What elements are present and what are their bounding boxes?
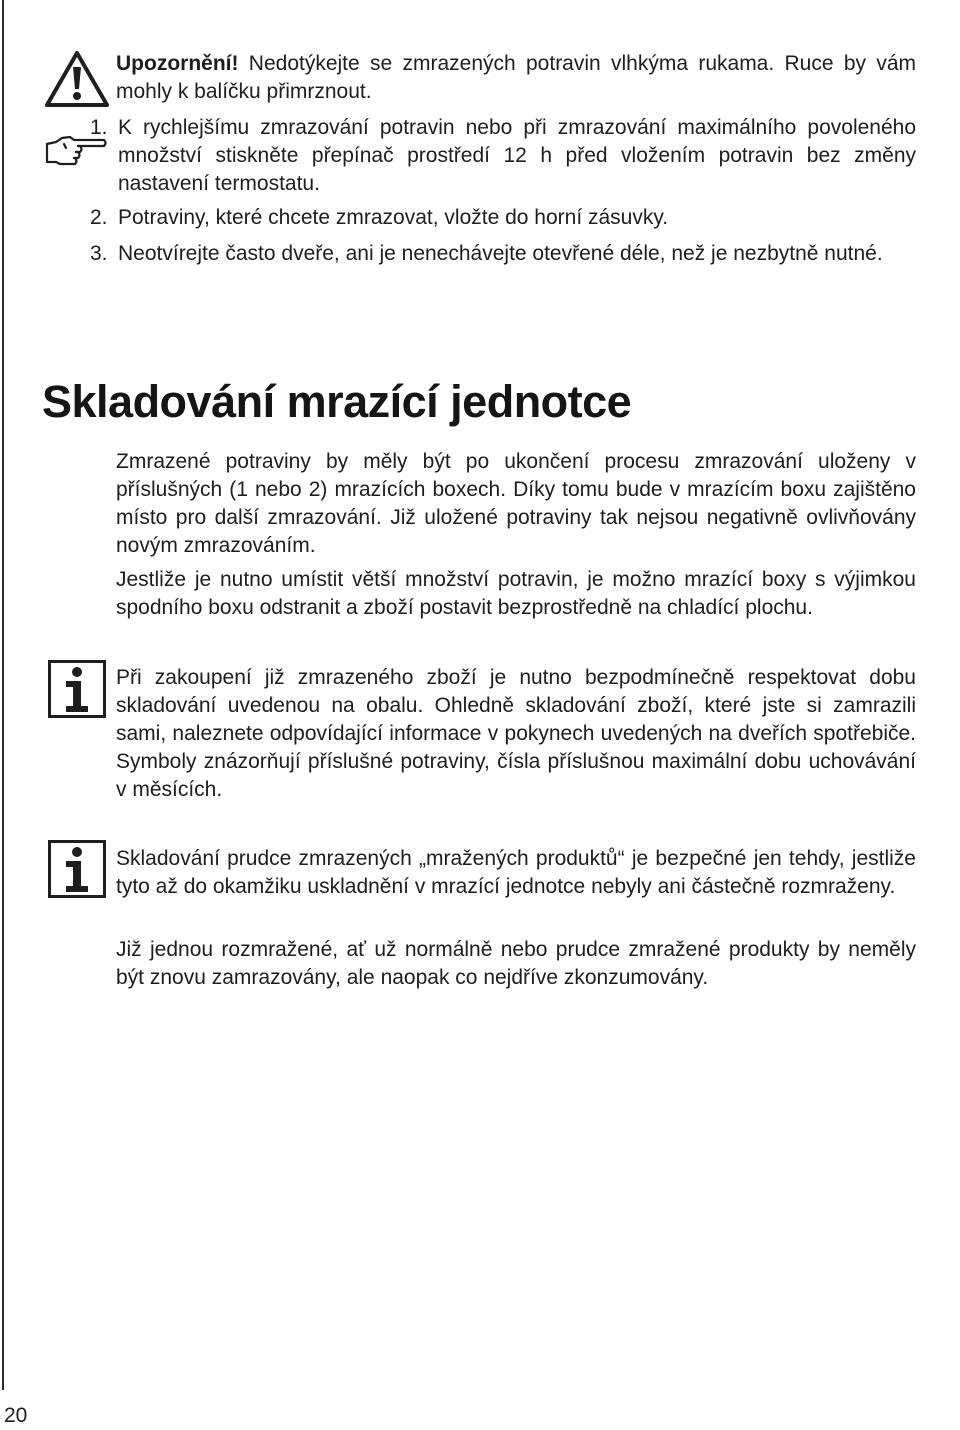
paragraph-2 — [116, 566, 916, 622]
warning-label: Upozornění! — [116, 52, 239, 75]
info-icon — [48, 840, 106, 898]
paragraph-text: Zmrazené potraviny by měly být po ukončení procesu zmrazování uloženy v příslušných (1 nebo 2) mrazících boxech. Díky tomu bude v mrazícím boxu zajištěno místo pro další zmrazování. Již uložené potraviny tak nejsou negativně ovlivňovány novým zmrazováním. — [116, 450, 916, 557]
warning-text: Nedotýkejte se zmrazených potravin vlhkýma rukama. Ruce by vám mohly k balíčku přimrznout. — [116, 52, 916, 103]
step-2 — [90, 204, 916, 232]
step-number: 2. — [90, 206, 108, 229]
page-number: 20 — [4, 1404, 28, 1427]
step-number: 3. — [90, 242, 108, 265]
info-note-text: Při zakoupení již zmrazeného zboží je nutno bezpodmínečně respektovat dobu skladování uvedenou na obalu. Ohledně skladování zboží, které jste si zamrazili sami, naleznete odpovídající informace v pokynech uvedených na dveřích spotřebiče. Symboly znázorňují příslušné potraviny, čísla příslušnou maximální dobu uchovávání v měsících. — [116, 666, 916, 801]
step-number: 1. — [90, 116, 108, 139]
info-note-2 — [116, 845, 916, 901]
step-text: Potraviny, které chcete zmrazovat, vložte do horní zásuvky. — [118, 206, 669, 229]
info-note-1 — [116, 664, 916, 804]
info-icon — [48, 660, 106, 718]
warning-notice — [116, 50, 916, 106]
page-border — [2, 0, 4, 1390]
paragraph-text: Již jednou rozmražené, ať už normálně nebo prudce zmražené produkty by neměly být znovu zamrazovány, ale naopak co nejdříve zkonzumovány. — [116, 938, 916, 989]
warning-triangle-icon — [44, 50, 110, 108]
step-1 — [90, 114, 916, 198]
closing-paragraph — [116, 936, 916, 992]
step-3 — [90, 240, 916, 268]
section-title: Skladování mrazící jednotce — [42, 376, 632, 427]
paragraph-1 — [116, 448, 916, 560]
step-text: K rychlejšímu zmrazování potravin nebo při zmrazování maximálního povoleného množství stiskněte přepínač prostředí 12 h před vložením potravin bez změny nastavení termostatu. — [118, 116, 916, 195]
paragraph-text: Jestliže je nutno umístit větší množství potravin, je možno mrazící boxy s výjimkou spodního boxu odstranit a zboží postavit bezprostředně na chladící plochu. — [116, 568, 916, 619]
info-note-text: Skladování prudce zmrazených „mražených produktů“ je bezpečné jen tehdy, jestliže tyto až do okamžiku uskladnění v mrazící jednotce nebyly ani částečně rozmraženy. — [116, 847, 916, 898]
step-text: Neotvírejte často dveře, ani je nenechávejte otevřené déle, než je nezbytně nutné. — [118, 242, 883, 265]
